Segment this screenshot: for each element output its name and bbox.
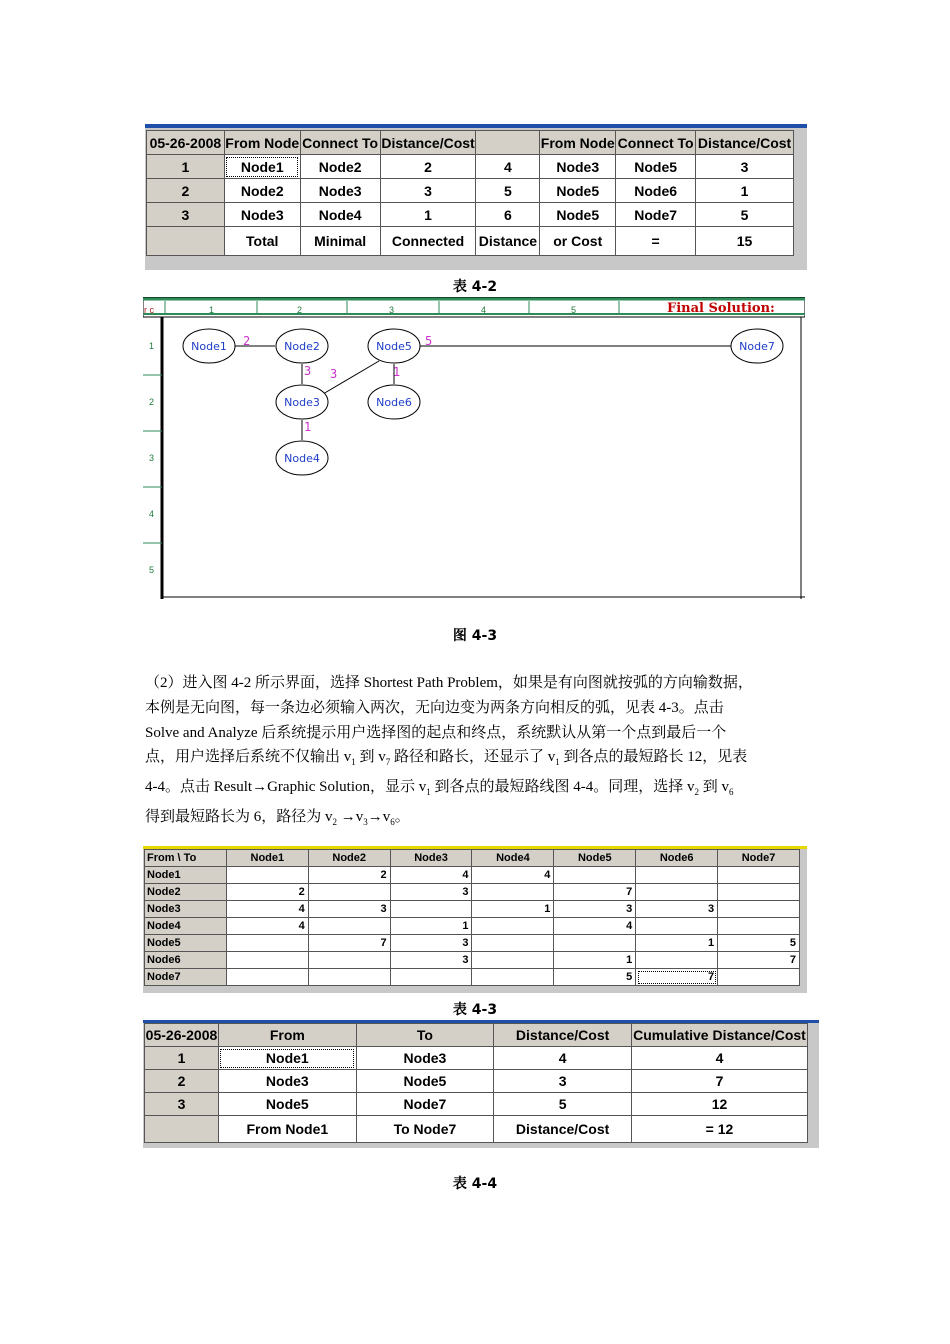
total-cell: 15 [696, 227, 794, 256]
cell[interactable]: 7 [554, 884, 636, 901]
cell[interactable]: Node7 [356, 1093, 494, 1116]
para-line: （2）进入图 4-2 所示界面，选择 Shortest Path Problem，如果是有向图就按弧的方向输数据， [145, 675, 753, 691]
cell[interactable]: 3 [308, 901, 390, 918]
total-cell: From Node1 [218, 1116, 356, 1143]
cell[interactable] [636, 918, 718, 935]
row-number: 2 [147, 179, 225, 203]
text-run: →v [367, 808, 391, 825]
node-label: Node6 [376, 396, 412, 409]
text-run: 得到最短路长为 6，路径为 v [145, 808, 333, 825]
cell[interactable] [636, 884, 718, 901]
text-run: 路径和路长，还显示了 v [390, 749, 556, 766]
subscript: 1 [351, 757, 356, 768]
table-header-row [145, 1024, 808, 1047]
row-label: 3 [149, 453, 155, 463]
row-header: Node3 [145, 901, 227, 918]
cell[interactable]: 4 [631, 1047, 807, 1070]
table-row [147, 179, 794, 203]
body-paragraph [145, 671, 813, 835]
row-number: 1 [145, 1047, 219, 1070]
node-node2[interactable] [276, 329, 328, 363]
cell[interactable]: 5 [476, 179, 540, 203]
edge-label: 3 [304, 364, 312, 378]
cell[interactable]: 2 [226, 884, 308, 901]
header-cumulative[interactable]: Cumulative Distance/Cost [631, 1024, 807, 1047]
text-run: 到 v [355, 749, 386, 766]
node-label: Node2 [284, 340, 320, 353]
cell[interactable]: 7 [636, 969, 718, 986]
cell[interactable]: Node5 [540, 203, 616, 227]
total-cell: To Node7 [356, 1116, 494, 1143]
cell[interactable]: 1 [472, 901, 554, 918]
text-run: 到各点的最短路长 12，见表 [559, 749, 748, 766]
window-title-bar [145, 124, 807, 128]
header-node[interactable]: Node4 [472, 850, 554, 867]
header-from[interactable]: From [218, 1024, 356, 1047]
node-node3[interactable] [276, 385, 328, 419]
col-label: 2 [297, 305, 303, 315]
cell[interactable] [718, 918, 800, 935]
subscript: 6 [390, 816, 395, 827]
subscript: 1 [426, 787, 431, 798]
col-label: 3 [389, 305, 395, 315]
header-from-to: From \ To [145, 850, 227, 867]
table-total-row [145, 1116, 808, 1143]
table-row [147, 155, 794, 179]
cell[interactable]: Node3 [224, 203, 300, 227]
cell[interactable] [472, 969, 554, 986]
cell[interactable] [554, 935, 636, 952]
cell[interactable]: 7 [631, 1070, 807, 1093]
cell[interactable]: Node3 [218, 1070, 356, 1093]
cell[interactable] [226, 969, 308, 986]
total-cell: Distance [476, 227, 540, 256]
total-cell: Connected [380, 227, 476, 256]
caption-table-4-3: 表 4-3 [452, 1002, 498, 1018]
table-header-row [145, 850, 800, 867]
cell[interactable] [636, 952, 718, 969]
cell[interactable]: 7 [308, 935, 390, 952]
total-cell: Total [224, 227, 300, 256]
cell[interactable] [472, 952, 554, 969]
cell[interactable]: 2 [380, 155, 476, 179]
cell[interactable]: 4 [494, 1047, 632, 1070]
caption-table-4-2: 表 4-2 [452, 279, 498, 295]
cell[interactable] [718, 884, 800, 901]
subscript: 3 [363, 816, 368, 827]
cell[interactable]: Node7 [616, 203, 696, 227]
header-from-node[interactable]: From Node [224, 131, 300, 155]
header-node[interactable]: Node3 [390, 850, 472, 867]
table-row [145, 884, 800, 901]
row-header: Node5 [145, 935, 227, 952]
para-line [145, 805, 813, 835]
node-label: Node3 [284, 396, 320, 409]
row-number: 3 [147, 203, 225, 227]
cell[interactable]: Node1 [224, 155, 300, 179]
para-line: Solve and Analyze 后系统提示用户选择图的起点和终点，系统默认从第一个点到最后一个 [145, 724, 727, 741]
row-header: Node6 [145, 952, 227, 969]
cell[interactable]: 1 [554, 952, 636, 969]
cell[interactable] [308, 969, 390, 986]
node-label: Node7 [739, 340, 775, 353]
row-number: 1 [147, 155, 225, 179]
cell[interactable]: Node4 [300, 203, 380, 227]
cell[interactable]: 5 [554, 969, 636, 986]
node-node4[interactable] [276, 441, 328, 475]
cell[interactable]: 3 [380, 179, 476, 203]
table-row [145, 901, 800, 918]
edge-label: 3 [330, 367, 338, 381]
cell[interactable] [718, 969, 800, 986]
cell[interactable]: 12 [631, 1093, 807, 1116]
final-solution-title: Final Solution: [667, 301, 775, 316]
header-distance-2[interactable]: Distance/Cost [696, 131, 794, 155]
node-label: Node5 [376, 340, 412, 353]
cell[interactable]: 7 [718, 952, 800, 969]
cell[interactable]: Node3 [356, 1047, 494, 1070]
text-run: 4-4。点击 Result→Graphic Solution，显示 v [145, 779, 427, 796]
cell[interactable]: 5 [696, 203, 794, 227]
cell[interactable]: 1 [636, 935, 718, 952]
cell[interactable]: Node2 [224, 179, 300, 203]
row-header: Node1 [145, 867, 227, 884]
table-row [145, 952, 800, 969]
table-row [145, 1047, 808, 1070]
cell[interactable] [226, 935, 308, 952]
cell[interactable]: Node5 [540, 179, 616, 203]
cell[interactable]: 4 [226, 918, 308, 935]
table-row [145, 1070, 808, 1093]
table-4-4 [144, 1023, 808, 1143]
total-cell: Minimal [300, 227, 380, 256]
subscript: 6 [729, 787, 734, 798]
text-run: 。 [394, 808, 410, 825]
cell[interactable]: Node5 [356, 1070, 494, 1093]
header-distance[interactable]: Distance/Cost [380, 131, 476, 155]
cell[interactable]: 4 [554, 918, 636, 935]
text-run: 到 v [699, 779, 730, 796]
cell[interactable]: 2 [308, 867, 390, 884]
cell[interactable] [390, 901, 472, 918]
cell[interactable]: 5 [494, 1093, 632, 1116]
node-node6[interactable] [368, 385, 420, 419]
row-label: 1 [149, 341, 155, 351]
table-row [145, 918, 800, 935]
subscript: 2 [694, 787, 699, 798]
text-run: 到各点的最短路线图 4-4。同理，选择 v [430, 779, 695, 796]
edge-label: 1 [304, 420, 312, 434]
edge-label: 5 [425, 334, 433, 348]
edge-label: 1 [393, 365, 401, 379]
row-header: Node7 [145, 969, 227, 986]
cell[interactable]: 4 [226, 901, 308, 918]
table-4-3 [144, 849, 800, 986]
cell[interactable] [226, 952, 308, 969]
table-row [145, 935, 800, 952]
cell[interactable]: 3 [636, 901, 718, 918]
table-row [145, 1093, 808, 1116]
cell[interactable] [472, 884, 554, 901]
subscript: 1 [555, 757, 560, 768]
table-row [145, 867, 800, 884]
cell[interactable]: 3 [390, 935, 472, 952]
cell[interactable]: 4 [390, 867, 472, 884]
cell[interactable]: 1 [380, 203, 476, 227]
cell[interactable]: 1 [696, 179, 794, 203]
header-connect-to-2[interactable]: Connect To [616, 131, 696, 155]
header-node[interactable]: Node5 [554, 850, 636, 867]
cell[interactable]: 3 [390, 884, 472, 901]
cell[interactable] [554, 867, 636, 884]
header-blank [476, 131, 540, 155]
total-cell: Distance/Cost [494, 1116, 632, 1143]
cell[interactable] [308, 952, 390, 969]
header-distance[interactable]: Distance/Cost [494, 1024, 632, 1047]
caption-figure-4-3: 图 4-3 [452, 628, 498, 644]
node-node5[interactable] [368, 329, 420, 363]
cell[interactable] [308, 918, 390, 935]
header-date: 05-26-2008 [145, 1024, 219, 1047]
text-run: →v [337, 808, 364, 825]
cell[interactable] [472, 918, 554, 935]
node-label: Node4 [284, 452, 320, 465]
cell[interactable]: Node2 [300, 155, 380, 179]
header-node[interactable]: Node7 [718, 850, 800, 867]
cell[interactable]: 3 [696, 155, 794, 179]
subscript: 2 [332, 816, 338, 827]
row-label: 5 [149, 565, 155, 575]
header-to[interactable]: To [356, 1024, 494, 1047]
edge-label: 2 [243, 334, 251, 348]
node-node1[interactable] [183, 329, 235, 363]
cell[interactable] [718, 867, 800, 884]
row-number: 3 [145, 1093, 219, 1116]
para-line [145, 745, 813, 775]
row-header: Node2 [145, 884, 227, 901]
table-row [147, 203, 794, 227]
cell[interactable]: Node3 [300, 179, 380, 203]
header-node[interactable]: Node2 [308, 850, 390, 867]
col-label: 1 [209, 305, 215, 315]
cell[interactable] [472, 935, 554, 952]
table-4-2 [146, 130, 794, 256]
table-header-row [147, 131, 794, 155]
cell[interactable]: 3 [554, 901, 636, 918]
cell[interactable] [226, 867, 308, 884]
para-line: 本例是无向图，每一条边必须输入两次，无向边变为两条方向相反的弧，见表 4-3。点击 [145, 699, 724, 716]
cell[interactable]: Node3 [540, 155, 616, 179]
cell[interactable]: Node1 [218, 1047, 356, 1070]
cell[interactable]: Node5 [218, 1093, 356, 1116]
header-connect-to[interactable]: Connect To [300, 131, 380, 155]
row-number [147, 227, 225, 256]
total-cell: = 12 [631, 1116, 807, 1143]
text-run: 点，用户选择后系统不仅输出 v [145, 749, 352, 766]
cell[interactable] [718, 901, 800, 918]
cell[interactable]: 1 [390, 918, 472, 935]
row-number: 2 [145, 1070, 219, 1093]
cell[interactable]: 4 [472, 867, 554, 884]
caption-table-4-4: 表 4-4 [452, 1176, 498, 1192]
header-node[interactable]: Node6 [636, 850, 718, 867]
col-label: 4 [481, 305, 487, 315]
total-cell: = [616, 227, 696, 256]
cell[interactable] [308, 884, 390, 901]
para-line [145, 775, 813, 805]
cell[interactable]: 3 [390, 952, 472, 969]
row-header: Node4 [145, 918, 227, 935]
col-label: 5 [571, 305, 577, 315]
table-row [145, 969, 800, 986]
cell[interactable]: 5 [718, 935, 800, 952]
node-label: Node1 [191, 340, 227, 353]
cell[interactable]: 4 [476, 155, 540, 179]
row-number [145, 1116, 219, 1143]
cell[interactable] [636, 867, 718, 884]
cell[interactable]: Node5 [616, 155, 696, 179]
table-total-row [147, 227, 794, 256]
figure-4-3-graph [143, 297, 805, 599]
total-cell: or Cost [540, 227, 616, 256]
row-label: 4 [149, 509, 155, 519]
row-label: 2 [149, 397, 155, 407]
header-date: 05-26-2008 [147, 131, 225, 155]
cell[interactable] [390, 969, 472, 986]
cell[interactable]: 6 [476, 203, 540, 227]
cell[interactable]: Node6 [616, 179, 696, 203]
node-node7[interactable] [731, 329, 783, 363]
header-node[interactable]: Node1 [226, 850, 308, 867]
corner-label: r c [144, 305, 154, 315]
subscript: 7 [385, 757, 391, 768]
cell[interactable]: 3 [494, 1070, 632, 1093]
header-from-node-2[interactable]: From Node [540, 131, 616, 155]
